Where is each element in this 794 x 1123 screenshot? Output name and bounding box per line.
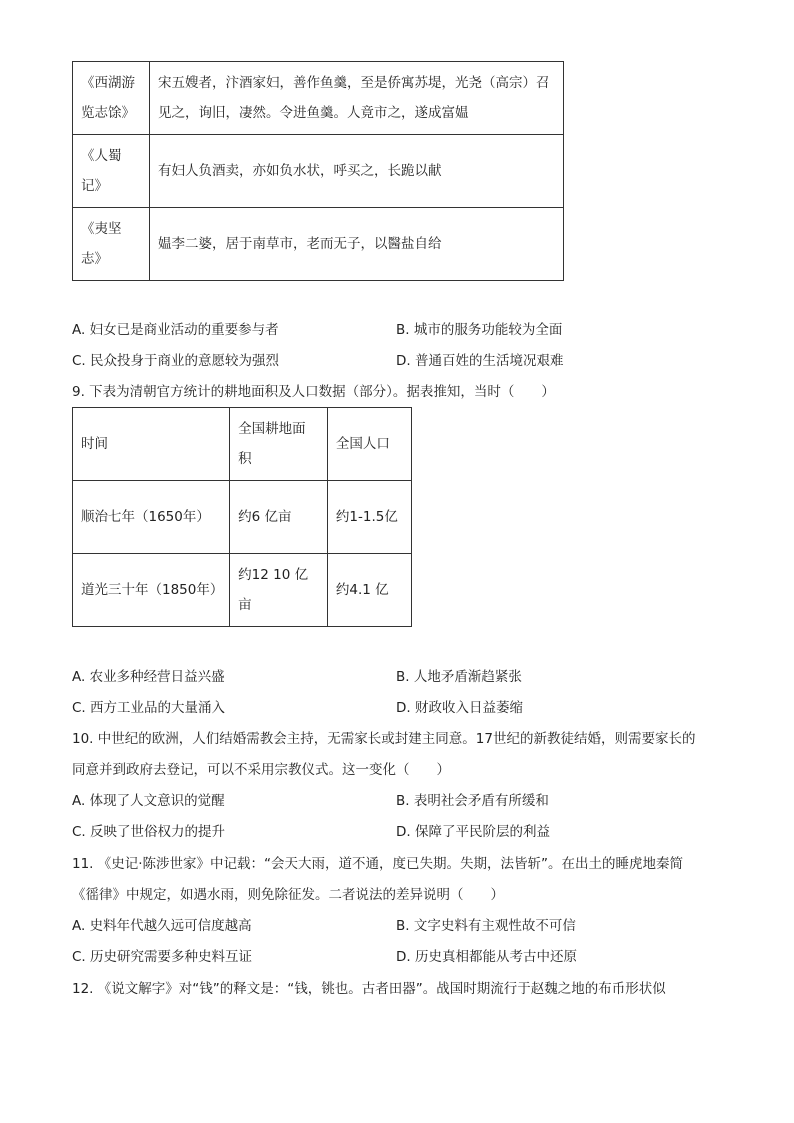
table-row <box>73 135 564 208</box>
question-11-stem-line1: 11. 《史记·陈涉世家》中记载：“会天大雨，道不通，度已失期。失期，法皆斩”。在出土的睡虎地秦简 <box>72 856 684 872</box>
option-d: D. 财政收入日益萎缩 <box>396 700 523 716</box>
table-header-row <box>73 408 412 481</box>
table-header-cell: 全国耕地面积 <box>230 408 328 481</box>
option-c: C. 西方工业品的大量涌入 <box>72 700 226 716</box>
table-cell: 道光三十年（1850年） <box>73 554 230 627</box>
question-10-stem-line2: 同意并到政府去登记，可以不采用宗教仪式。这一变化（ ） <box>72 762 450 778</box>
table-cell-source: 《人蜀记》 <box>73 135 150 208</box>
table-cell-text: 媪李二婆，居于南草市，老而无子，以醫盐自给 <box>150 208 564 281</box>
option-a: A. 农业多种经营日益兴盛 <box>72 669 225 685</box>
option-b: B. 城市的服务功能较为全面 <box>396 322 563 338</box>
table-cell: 约1-1.5亿 <box>327 481 411 554</box>
table-cell-source: 《夷坚志》 <box>73 208 150 281</box>
source-table <box>72 61 564 281</box>
option-a: A. 体现了人文意识的觉醒 <box>72 793 225 809</box>
option-d: D. 历史真相都能从考古中还原 <box>396 949 577 965</box>
table-row <box>73 554 412 627</box>
table-row <box>73 481 412 554</box>
table-cell: 约4.1 亿 <box>327 554 411 627</box>
question-11-stem-line2: 《徭律》中规定，如遇水雨，则免除征发。二者说法的差异说明（ ） <box>72 887 504 903</box>
option-a: A. 史料年代越久远可信度越高 <box>72 918 252 934</box>
population-table <box>72 407 412 627</box>
option-a: A. 妇女已是商业活动的重要参与者 <box>72 322 279 338</box>
option-c: C. 民众投身于商业的意愿较为强烈 <box>72 353 280 369</box>
table-cell-source: 《西湖游览志馀》 <box>73 62 150 135</box>
table-header-cell: 全国人口 <box>327 408 411 481</box>
table-cell: 约6 亿亩 <box>230 481 328 554</box>
table-row <box>73 208 564 281</box>
question-12-stem-line1: 12. 《说文解字》对“钱”的释文是：“钱，铫也。古者田器”。战国时期流行于赵魏之地的布币形状似 <box>72 981 666 997</box>
question-10-stem-line1: 10. 中世纪的欧洲，人们结婚需教会主持，无需家长或封建主同意。17世纪的新教徒结婚，则需要家长的 <box>72 731 696 747</box>
table-row <box>73 62 564 135</box>
option-c: C. 反映了世俗权力的提升 <box>72 824 226 840</box>
table-header-cell: 时间 <box>73 408 230 481</box>
option-b: B. 人地矛盾渐趋紧张 <box>396 669 522 685</box>
table-cell: 顺治七年（1650年） <box>73 481 230 554</box>
table-cell-text: 宋五嫂者，汴酒家妇，善作鱼羹，至是侨寓苏堤，光尧（高宗）召见之，询旧，凄然。令进鱼羹。人竟市之，遂成富媪 <box>150 62 564 135</box>
option-b: B. 表明社会矛盾有所缓和 <box>396 793 549 809</box>
option-d: D. 普通百姓的生活境况艰难 <box>396 353 564 369</box>
table-cell-text: 有妇人负酒卖，亦如负水状，呼买之，长跪以献 <box>150 135 564 208</box>
table-cell: 约12 10 亿亩 <box>230 554 328 627</box>
option-c: C. 历史研究需要多种史料互证 <box>72 949 253 965</box>
option-d: D. 保障了平民阶层的利益 <box>396 824 550 840</box>
option-b: B. 文字史料有主观性故不可信 <box>396 918 576 934</box>
question-9-stem: 9. 下表为清朝官方统计的耕地面积及人口数据（部分）。据表推知，当时（ ） <box>72 384 555 400</box>
